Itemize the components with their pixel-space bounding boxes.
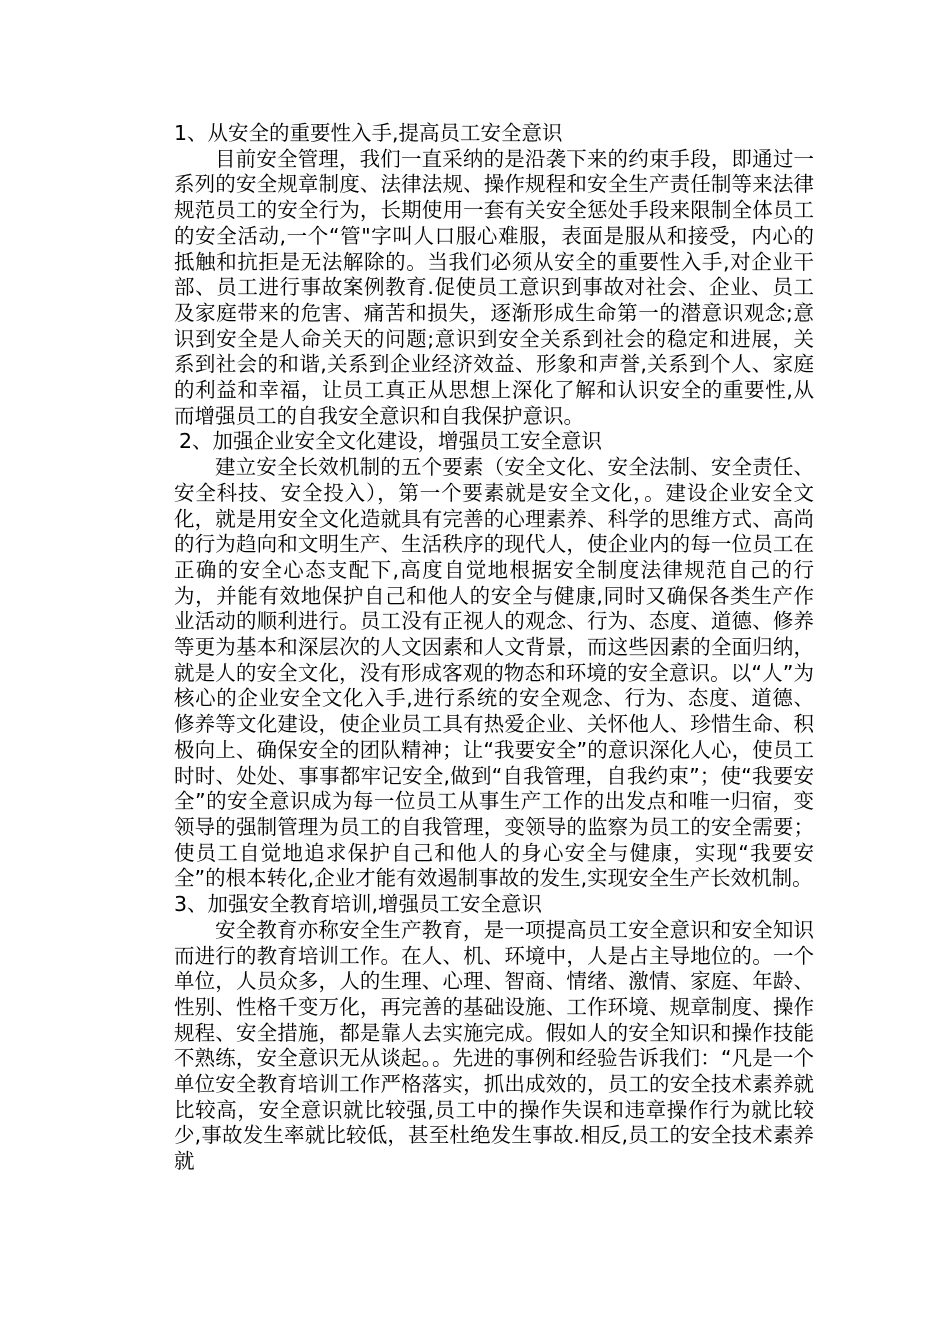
document-body <box>174 121 814 1175</box>
section-2-paragraph: 建立安全长效机制的五个要素（安全文化、安全法制、安全责任、安全科技、安全投入），第一个要素就是安全文化，。建设企业安全文化，就是用安全文化造就具有完善的心理素养、科学的思维方式、高尚的行为趋向和文明生产、生活秩序的现代人，使企业内的每一位员工在正确的安全心态支配下,高度自觉地根据安全制度法律规范自己的行为，并能有效地保护自己和他人的安全与健康,同时又确保各类生产作业活动的顺利进行。员工没有正视人的观念、行为、态度、道德、修养等更为基本和深层次的人文因素和人文背景，而这些因素的全面归纳，就是人的安全文化，没有形成客观的物态和环境的安全意识。以“人”为核心的企业安全文化入手,进行系统的安全观念、行为、态度、道德、修养等文化建设，使企业员工具有热爱企业、关怀他人、珍惜生命、积极向上、确保安全的团队精神；让“我要安全”的意识深化人心，使员工时时、处处、事事都牢记安全,做到“自我管理，自我约束”；使“我要安全”的安全意识成为每一位员工从事生产工作的出发点和唯一归宿，变领导的强制管理为员工的自我管理，变领导的监察为员工的安全需要；使员工自觉地追求保护自己和他人的身心安全与健康，实现“我要安全”的根本转化,企业才能有效遏制事故的发生,实现安全生产长效机制。 <box>174 455 814 891</box>
section-2-heading: 2、加强企业安全文化建设，增强员工安全意识 <box>179 429 603 454</box>
section-3-paragraph: 安全教育亦称安全生产教育，是一项提高员工安全意识和安全知识而进行的教育培训工作。在人、机、环境中，人是占主导地位的。一个单位，人员众多，人的生理、心理、智商、情绪、激情、家庭、年龄、性别、性格千变万化，再完善的基础设施、工作环境、规章制度、操作规程、安全措施，都是靠人去实施完成。假如人的安全知识和操作技能不熟练，安全意识无从谈起。。先进的事例和经验告诉我们：“凡是一个单位安全教育培训工作严格落实，抓出成效的，员工的安全技术素养就比较高，安全意识就比较强,员工中的操作失误和违章操作行为就比较少,事故发生率就比较低，甚至杜绝发生事故.相反,员工的安全技术素养就 <box>174 917 814 1174</box>
section-3-heading: 3、加强安全教育培训,增强员工安全意识 <box>174 892 543 917</box>
section-1-paragraph: 目前安全管理，我们一直采纳的是沿袭下来的约束手段，即通过一系列的安全规章制度、法律法规、操作规程和安全生产责任制等来法律规范员工的安全行为，长期使用一套有关安全惩处手段来限制全体员工的安全活动,一个“管"字叫人口服心难服，表面是服从和接受，内心的抵触和抗拒是无法解除的。当我们必须从安全的重要性入手,对企业干部、员工进行事故案例教育.促使员工意识到事故对社会、企业、员工及家庭带来的危害、痛苦和损失，逐渐形成生命第一的潜意识观念;意识到安全是人命关天的问题;意识到安全关系到社会的稳定和进展，关系到社会的和谐,关系到企业经济效益、形象和声誉,关系到个人、家庭的利益和幸福，让员工真正从思想上深化了解和认识安全的重要性,从而增强员工的自我安全意识和自我保护意识。 <box>174 146 814 428</box>
section-1-heading: 1、从安全的重要性入手,提高员工安全意识 <box>174 121 563 145</box>
